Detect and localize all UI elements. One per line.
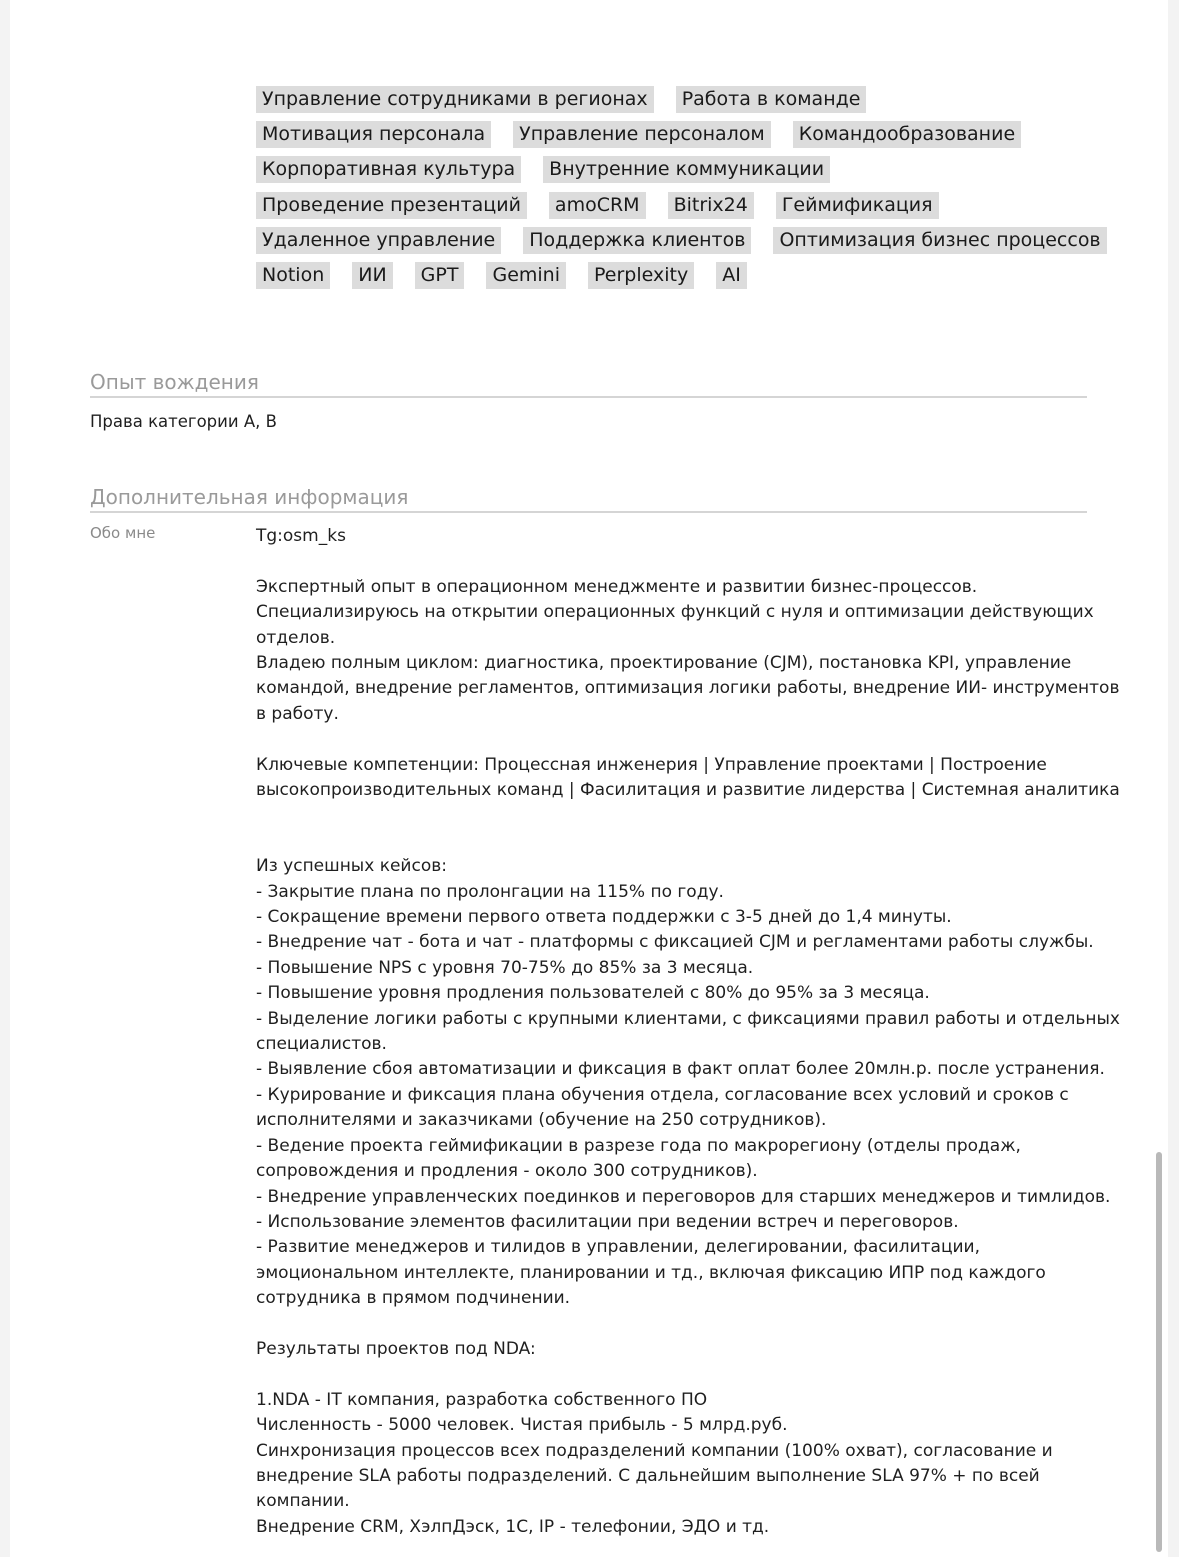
about-me-text (256, 524, 1120, 1540)
about-line: Результаты проектов под NDA: (256, 1338, 536, 1359)
resume-page (10, 0, 1168, 1557)
about-line: командой, внедрение регламентов, оптимизация логики работы, внедрение ИИ- инструментов (256, 678, 1120, 699)
about-line: - Использование элементов фасилитации при ведении встреч и переговоров. (256, 1211, 959, 1232)
skill-tag: Внутренние коммуникации (543, 156, 830, 183)
about-line: - Выделение логики работы с крупными клиентами, с фиксациями правил работы и отдельных (256, 1008, 1120, 1029)
skill-tag: Мотивация персонала (256, 121, 491, 148)
about-line: Синхронизация процессов всех подразделений компании (100% охват), согласование и (256, 1440, 1053, 1461)
about-line (256, 829, 1106, 854)
about-line: Численность - 5000 человек. Чистая прибыль - 5 млрд.руб. (256, 1415, 788, 1436)
about-line (256, 727, 1106, 752)
driving-section-heading: Опыт вождения (90, 369, 1087, 398)
about-line: - Выявление сбоя автоматизации и фиксация в факт оплат более 20млн.р. после устранения. (256, 1059, 1105, 1080)
about-line: - Повышение NPS с уровня 70-75% до 85% за 3 месяца. (256, 957, 754, 978)
skill-tag: Notion (256, 262, 330, 289)
skill-tag: ИИ (352, 262, 392, 289)
about-line: - Внедрение управленческих поединков и переговоров для старших менеджеров и тимлидов. (256, 1186, 1111, 1207)
about-line: - Ведение проекта геймификации в разрезе года по макрорегиону (отделы продаж, (256, 1135, 1021, 1156)
skill-tag: Командообразование (793, 121, 1021, 148)
skill-tag: Управление персоналом (513, 121, 771, 148)
about-line: - Внедрение чат - бота и чат - платформы с фиксацией CJM и регламентами работы службы. (256, 932, 1094, 953)
about-line: специалистов. (256, 1034, 387, 1055)
skills-row (256, 258, 1116, 293)
skill-tag: Оптимизация бизнес процессов (773, 227, 1106, 254)
about-line: - Закрытие плана по пролонгации на 115% по году. (256, 881, 724, 902)
about-line (256, 1362, 1106, 1387)
scrollbar-thumb[interactable] (1156, 1152, 1162, 1552)
skill-tag: Проведение презентаций (256, 192, 527, 219)
about-line: Ключевые компетенции: Процессная инженерия | Управление проектами | Построение (256, 754, 1047, 775)
skills-row (256, 117, 1116, 152)
skill-tag: Управление сотрудниками в регионах (256, 86, 654, 113)
about-line: компании. (256, 1491, 350, 1512)
about-line: Tg:osm_ks (256, 526, 346, 546)
skill-tag: Perplexity (588, 262, 694, 289)
skill-tag: Gemini (486, 262, 566, 289)
about-line (256, 803, 1106, 828)
about-line: Владею полным циклом: диагностика, проектирование (CJM), постановка KPI, управление (256, 653, 1072, 674)
additional-info-heading: Дополнительная информация (90, 484, 1087, 513)
skills-row (256, 152, 1116, 187)
skills-row (256, 188, 1116, 223)
about-line: - Повышение уровня продления пользователей с 80% до 95% за 3 месяца. (256, 983, 930, 1004)
skill-tag: AI (716, 262, 747, 289)
about-line: сопровождения и продления - около 300 сотрудников). (256, 1161, 758, 1182)
skill-tag: Удаленное управление (256, 227, 501, 254)
about-line: эмоциональном интеллекте, планировании и тд., включая фиксацию ИПР под каждого (256, 1262, 1046, 1283)
skill-tag: Bitrix24 (668, 192, 754, 219)
about-line: внедрение SLA работы подразделений. С дальнейшим выполнение SLA 97% + по всей (256, 1465, 1040, 1486)
about-line: 1.NDA - IT компания, разработка собственного ПО (256, 1389, 708, 1410)
skill-tag: Геймификация (776, 192, 939, 219)
skill-tag: Корпоративная культура (256, 156, 521, 183)
about-line (256, 1312, 1106, 1337)
skills-row (256, 223, 1116, 258)
skills-row (256, 82, 1116, 117)
about-line: отделов. (256, 627, 336, 648)
about-line: Экспертный опыт в операционном менеджменте и развитии бизнес-процессов. (256, 576, 978, 597)
about-line: высокопроизводительных команд | Фасилитация и развитие лидерства | Системная аналитика (256, 780, 1120, 801)
about-line: сотрудника в прямом подчинении. (256, 1288, 571, 1309)
about-line: Внедрение CRM, ХэлпДэск, 1С, IP - телефонии, ЭДО и тд. (256, 1516, 770, 1537)
skill-tag: Работа в команде (676, 86, 867, 113)
about-line: исполнителями и заказчиками (обучение на 250 сотрудников). (256, 1110, 827, 1131)
about-me-label: Обо мне (90, 524, 156, 542)
about-line: - Курирование и фиксация плана обучения отдела, согласование всех условий и сроков с (256, 1084, 1069, 1105)
about-line (256, 549, 1106, 574)
skill-tag: GPT (415, 262, 465, 289)
skill-tag: Поддержка клиентов (523, 227, 751, 254)
about-line: - Сокращение времени первого ответа поддержки с 3-5 дней до 1,4 минуты. (256, 907, 952, 928)
about-line: Специализируюсь на открытии операционных функций с нуля и оптимизации действующих (256, 602, 1094, 623)
about-line: - Развитие менеджеров и тилидов в управлении, делегировании, фасилитации, (256, 1237, 981, 1258)
about-line: Из успешных кейсов: (256, 856, 447, 877)
skill-tag: amoCRM (549, 192, 646, 219)
driving-license-value: Права категории A, B (90, 412, 277, 431)
about-line: в работу. (256, 703, 339, 724)
skills-list (256, 82, 1116, 293)
